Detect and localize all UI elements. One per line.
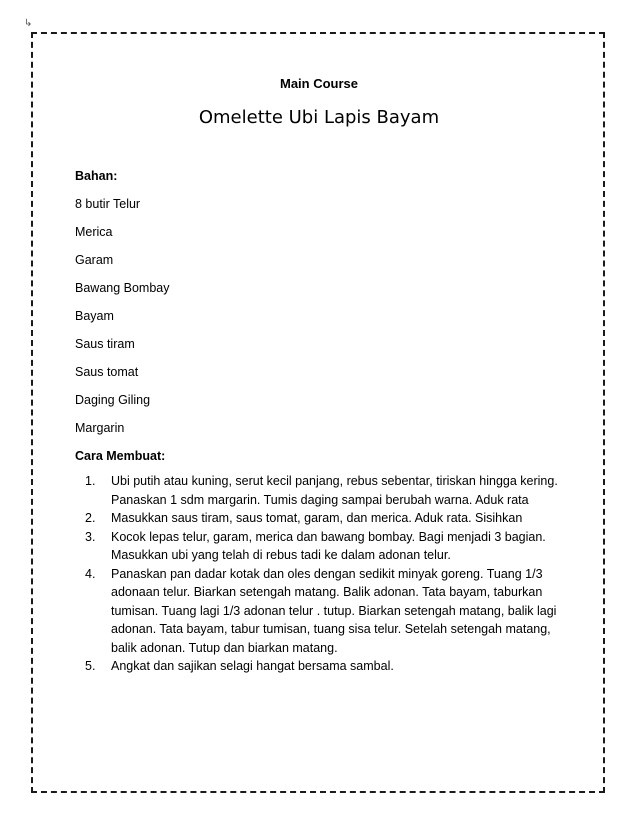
step-item	[85, 472, 575, 509]
category-text: Main Course	[279, 76, 358, 91]
step-text: Ubi putih atau kuning, serut kecil panjang, rebus sebentar, tiriskan hingga kering. Panaskan 1 sdm margarin. Tumis daging sampai berubah warna. Aduk rata	[111, 474, 558, 507]
ingredient-item: Garam	[75, 253, 114, 267]
recipe-title: Omelette Ubi Lapis Bayam	[198, 107, 440, 128]
step-item	[85, 509, 575, 528]
steps-heading: Cara Membuat:	[75, 449, 166, 463]
ingredient-item: Bayam	[75, 309, 114, 323]
category-label	[0, 76, 638, 91]
step-number: 3.	[85, 529, 96, 544]
step-text: Kocok lepas telur, garam, merica dan bawang bombay. Bagi menjadi 3 bagian. Masukkan ubi yang telah di rebus tadi ke dalam adonan telur.	[111, 529, 546, 562]
step-number: 4.	[85, 566, 96, 581]
step-number: 1.	[85, 474, 96, 488]
step-text: Masukkan saus tiram, saus tomat, garam, dan merica. Aduk rata. Sisihkan	[111, 511, 523, 525]
ingredient-item: 8 butir Telur	[75, 197, 141, 211]
step-text: Angkat dan sajikan selagi hangat bersama sambal.	[111, 659, 394, 673]
ingredient-item: Saus tiram	[75, 337, 135, 351]
ingredient-item: Daging Giling	[75, 393, 151, 407]
step-text: Panaskan pan dadar kotak dan oles dengan sedikit minyak goreng. Tuang 1/3 adonaan telur. Biarkan setengah matang. Balik adonan. Tata bayam, taburkan tumisan. Tuang lagi 1/3 adonan telur . tutup. Biarkan setengah matang, balik lagi adonan. Tata bayam, tabur tumisan, tuang sisa telur. Setelah setengah matang, balik adonan. Tutup dan biarkan matang.	[111, 566, 557, 655]
step-item	[85, 657, 575, 676]
ingredients-list	[75, 190, 575, 442]
ingredient-item: Bawang Bombay	[75, 281, 170, 295]
ingredient-item: Margarin	[75, 421, 125, 435]
step-number: 2.	[85, 511, 96, 525]
step-item	[85, 528, 575, 565]
ingredient-item: Saus tomat	[75, 365, 139, 379]
ingredients-heading: Bahan:	[75, 169, 118, 183]
step-item	[85, 565, 575, 658]
ingredient-item: Merica	[75, 225, 113, 239]
step-number: 5.	[85, 659, 96, 673]
steps-list	[75, 472, 575, 676]
recipe-content	[75, 162, 575, 676]
corner-mark: ↳	[24, 18, 33, 29]
